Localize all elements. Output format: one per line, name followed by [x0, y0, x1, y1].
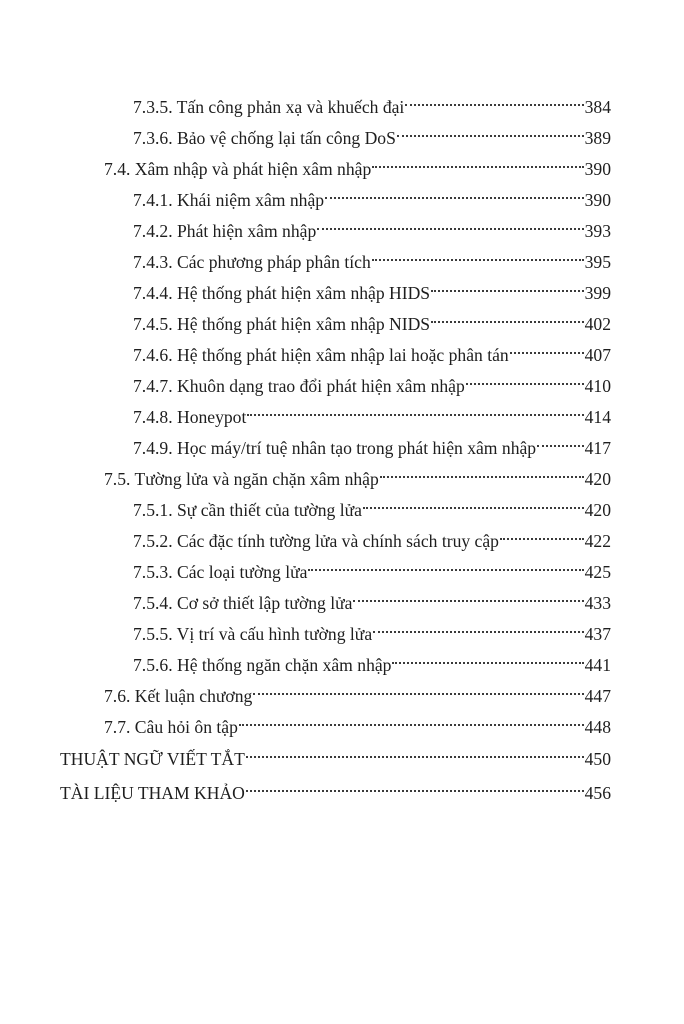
toc-entry-page: 441 [584, 655, 611, 675]
toc-entry-label: 7.4.3. Các phương pháp phân tích [133, 252, 371, 272]
dot-leader [392, 643, 583, 671]
toc-entry-page: 417 [584, 438, 611, 458]
toc-entry[interactable] [133, 364, 611, 396]
toc-entry[interactable] [104, 705, 611, 737]
dot-leader [353, 581, 583, 609]
toc-entry-page: 393 [584, 221, 611, 241]
toc-entry[interactable] [133, 240, 611, 272]
toc-entry-page: 437 [584, 624, 611, 644]
dot-leader [246, 737, 584, 765]
toc-entry-label: 7.3.5. Tấn công phản xạ và khuếch đại [133, 97, 405, 117]
toc-entry-page: 450 [584, 749, 611, 769]
toc-entry-label: 7.6. Kết luận chương [104, 686, 253, 706]
toc-entry-label: 7.7. Câu hỏi ôn tập [104, 717, 238, 737]
dot-leader [253, 674, 583, 702]
toc-entry-page: 456 [584, 783, 611, 803]
toc-entry-page: 433 [584, 593, 611, 613]
toc-entry[interactable] [60, 737, 611, 769]
toc-entry[interactable] [133, 581, 611, 613]
toc-entry[interactable] [133, 271, 611, 303]
toc-entry[interactable] [60, 771, 611, 803]
toc-entry-label: 7.4.1. Khái niệm xâm nhập [133, 190, 325, 210]
toc-entry-label: 7.5.2. Các đặc tính tường lửa và chính sách truy cập [133, 531, 499, 551]
toc-entry-label: 7.4.2. Phát hiện xâm nhập [133, 221, 317, 241]
toc-entry-label: 7.5.4. Cơ sở thiết lập tường lửa [133, 593, 353, 613]
toc-entry[interactable] [133, 302, 611, 334]
toc-entry-label: 7.4.7. Khuôn dạng trao đổi phát hiện xâm nhập [133, 376, 465, 396]
toc-entry-page: 390 [584, 190, 611, 210]
dot-leader [373, 612, 583, 640]
dot-leader [380, 457, 584, 485]
dot-leader [500, 519, 584, 547]
toc-entry-page: 420 [584, 500, 611, 520]
toc-entry[interactable] [133, 643, 611, 675]
toc-entry[interactable] [133, 333, 611, 365]
dot-leader [246, 771, 584, 799]
toc-entry[interactable] [133, 550, 611, 582]
toc-entry-label: 7.5.5. Vị trí và cấu hình tường lửa [133, 624, 373, 644]
toc-entry-page: 414 [584, 407, 611, 427]
dot-leader [308, 550, 583, 578]
toc-entry-page: 407 [584, 345, 611, 365]
toc-entry[interactable] [104, 457, 611, 489]
toc-entry[interactable] [133, 85, 611, 117]
dot-leader [239, 705, 584, 733]
dot-leader [363, 488, 584, 516]
toc-entry-label: 7.4.5. Hệ thống phát hiện xâm nhập NIDS [133, 314, 431, 334]
toc-entry[interactable] [133, 488, 611, 520]
dot-leader [405, 85, 583, 113]
toc-entry-label: 7.4. Xâm nhập và phát hiện xâm nhập [104, 159, 372, 179]
toc-entry[interactable] [133, 395, 611, 427]
dot-leader [397, 116, 584, 144]
toc-entry-label: 7.4.9. Học máy/trí tuệ nhân tạo trong phát hiện xâm nhập [133, 438, 537, 458]
toc-entry-page: 422 [584, 531, 611, 551]
toc-entry[interactable] [133, 209, 611, 241]
toc-entry-label: 7.5.1. Sự cần thiết của tường lửa [133, 500, 362, 520]
toc-entry-page: 447 [584, 686, 611, 706]
toc-entry-page: 420 [584, 469, 611, 489]
dot-leader [431, 302, 584, 330]
toc-entry-label: 7.5.3. Các loại tường lửa [133, 562, 308, 582]
toc-entry[interactable] [133, 178, 611, 210]
dot-leader [325, 178, 584, 206]
toc-entry-label: TÀI LIỆU THAM KHẢO [60, 783, 245, 803]
toc-entry-label: 7.4.8. Honeypot [133, 407, 247, 427]
toc-entry-page: 395 [584, 252, 611, 272]
toc-entry-label: 7.4.6. Hệ thống phát hiện xâm nhập lai hoặc phân tán [133, 345, 509, 365]
toc-entry-page: 402 [584, 314, 611, 334]
toc-entry-page: 389 [584, 128, 611, 148]
toc-entry-page: 448 [584, 717, 611, 737]
dot-leader [510, 333, 584, 361]
dot-leader [372, 240, 584, 268]
dot-leader [372, 147, 583, 175]
toc-entry-label: 7.5. Tường lửa và ngăn chặn xâm nhập [104, 469, 379, 489]
toc-entry-page: 425 [584, 562, 611, 582]
toc-entry-label: 7.4.4. Hệ thống phát hiện xâm nhập HIDS [133, 283, 431, 303]
toc-entry[interactable] [133, 519, 611, 551]
dot-leader [431, 271, 584, 299]
toc-entry-label: THUẬT NGỮ VIẾT TẮT [60, 749, 245, 769]
toc-entry-page: 399 [584, 283, 611, 303]
dot-leader [466, 364, 584, 392]
dot-leader [537, 426, 584, 454]
toc-entry[interactable] [133, 426, 611, 458]
toc-entry[interactable] [133, 612, 611, 644]
dot-leader [317, 209, 583, 237]
toc-entry[interactable] [104, 674, 611, 706]
toc-entry[interactable] [104, 147, 611, 179]
toc-entry-page: 390 [584, 159, 611, 179]
dot-leader [247, 395, 583, 423]
toc-entry-page: 410 [584, 376, 611, 396]
toc-entry-label: 7.3.6. Bảo vệ chống lại tấn công DoS [133, 128, 396, 148]
toc-entry-page: 384 [584, 97, 611, 117]
toc-entry[interactable] [133, 116, 611, 148]
toc-entry-label: 7.5.6. Hệ thống ngăn chặn xâm nhập [133, 655, 392, 675]
